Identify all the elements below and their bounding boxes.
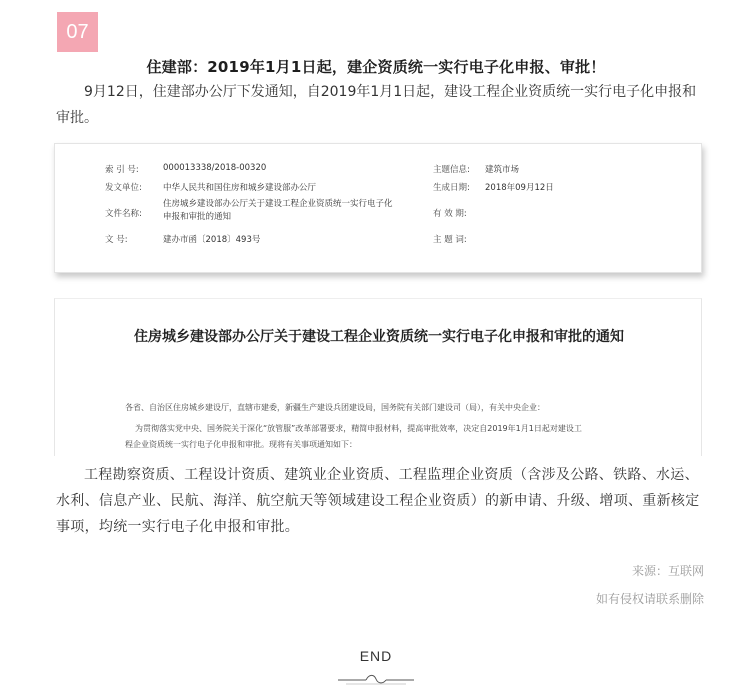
- file-name-label: 文件名称:: [105, 209, 142, 219]
- notice-body-line-2: 程企业资质统一实行电子化申报和审批。现将有关事项通知如下：: [125, 440, 357, 449]
- file-name-value: 住房城乡建设部办公厅关于建设工程企业资质统一实行电子化申报和审批的通知: [163, 199, 393, 222]
- document-info-card: [54, 143, 702, 273]
- body-paragraph: 工程勘察资质、工程设计资质、建筑业企业资质、工程监理企业资质（含涉及公路、铁路、水运、水利、信息产业、民航、海洋、航空航天等领域建设工程企业资质）的新申请、升级、增项、重新核定事项，均统一实行电子化申报和审批。: [56, 467, 700, 535]
- keywords-label: 主 题 词:: [433, 235, 467, 245]
- index-value: 000013338/2018-00320: [163, 163, 267, 173]
- intro-paragraph: 9月12日，住建部办公厅下发通知，自2019年1月1日起，建设工程企业资质统一实行电子化申报和审批。: [56, 84, 697, 126]
- index-label: 索 引 号:: [105, 165, 139, 175]
- issuer-value: 中华人民共和国住房和城乡建设部办公厅: [163, 183, 317, 193]
- issuer-label: 发文单位:: [105, 183, 142, 193]
- notice-recipients: 各省、自治区住房城乡建设厅，直辖市建委，新疆生产建设兵团建设局，国务院有关部门建设司（局），有关中央企业：: [125, 403, 545, 412]
- source-note: 来源：互联网: [631, 564, 704, 578]
- doc-number-label: 文 号:: [105, 235, 128, 245]
- end-label: END: [359, 648, 393, 664]
- section-number-badge: 07: [57, 12, 98, 52]
- notice-excerpt-card: [54, 298, 702, 456]
- notice-title: 住房城乡建设部办公厅关于建设工程企业资质统一实行电子化申报和审批的通知: [134, 329, 624, 345]
- date-value: 2018年09月12日: [485, 183, 554, 193]
- copyright-note: 如有侵权请联系删除: [595, 592, 704, 606]
- article-headline: 住建部：2019年1月1日起，建企资质统一实行电子化申报、审批！: [146, 58, 606, 76]
- topic-value: 建筑市场: [485, 165, 520, 175]
- divider-ornament-icon: [336, 671, 416, 687]
- topic-label: 主题信息:: [433, 165, 470, 175]
- date-label: 生成日期:: [433, 183, 470, 193]
- validity-label: 有 效 期:: [433, 209, 467, 219]
- doc-number-value: 建办市函〔2018〕493号: [163, 235, 261, 245]
- notice-body-line-1: 为贯彻落实党中央、国务院关于深化“放管服”改革部署要求，精简申报材料，提高审批效率，决定自2019年1月1日起对建设工: [135, 424, 582, 433]
